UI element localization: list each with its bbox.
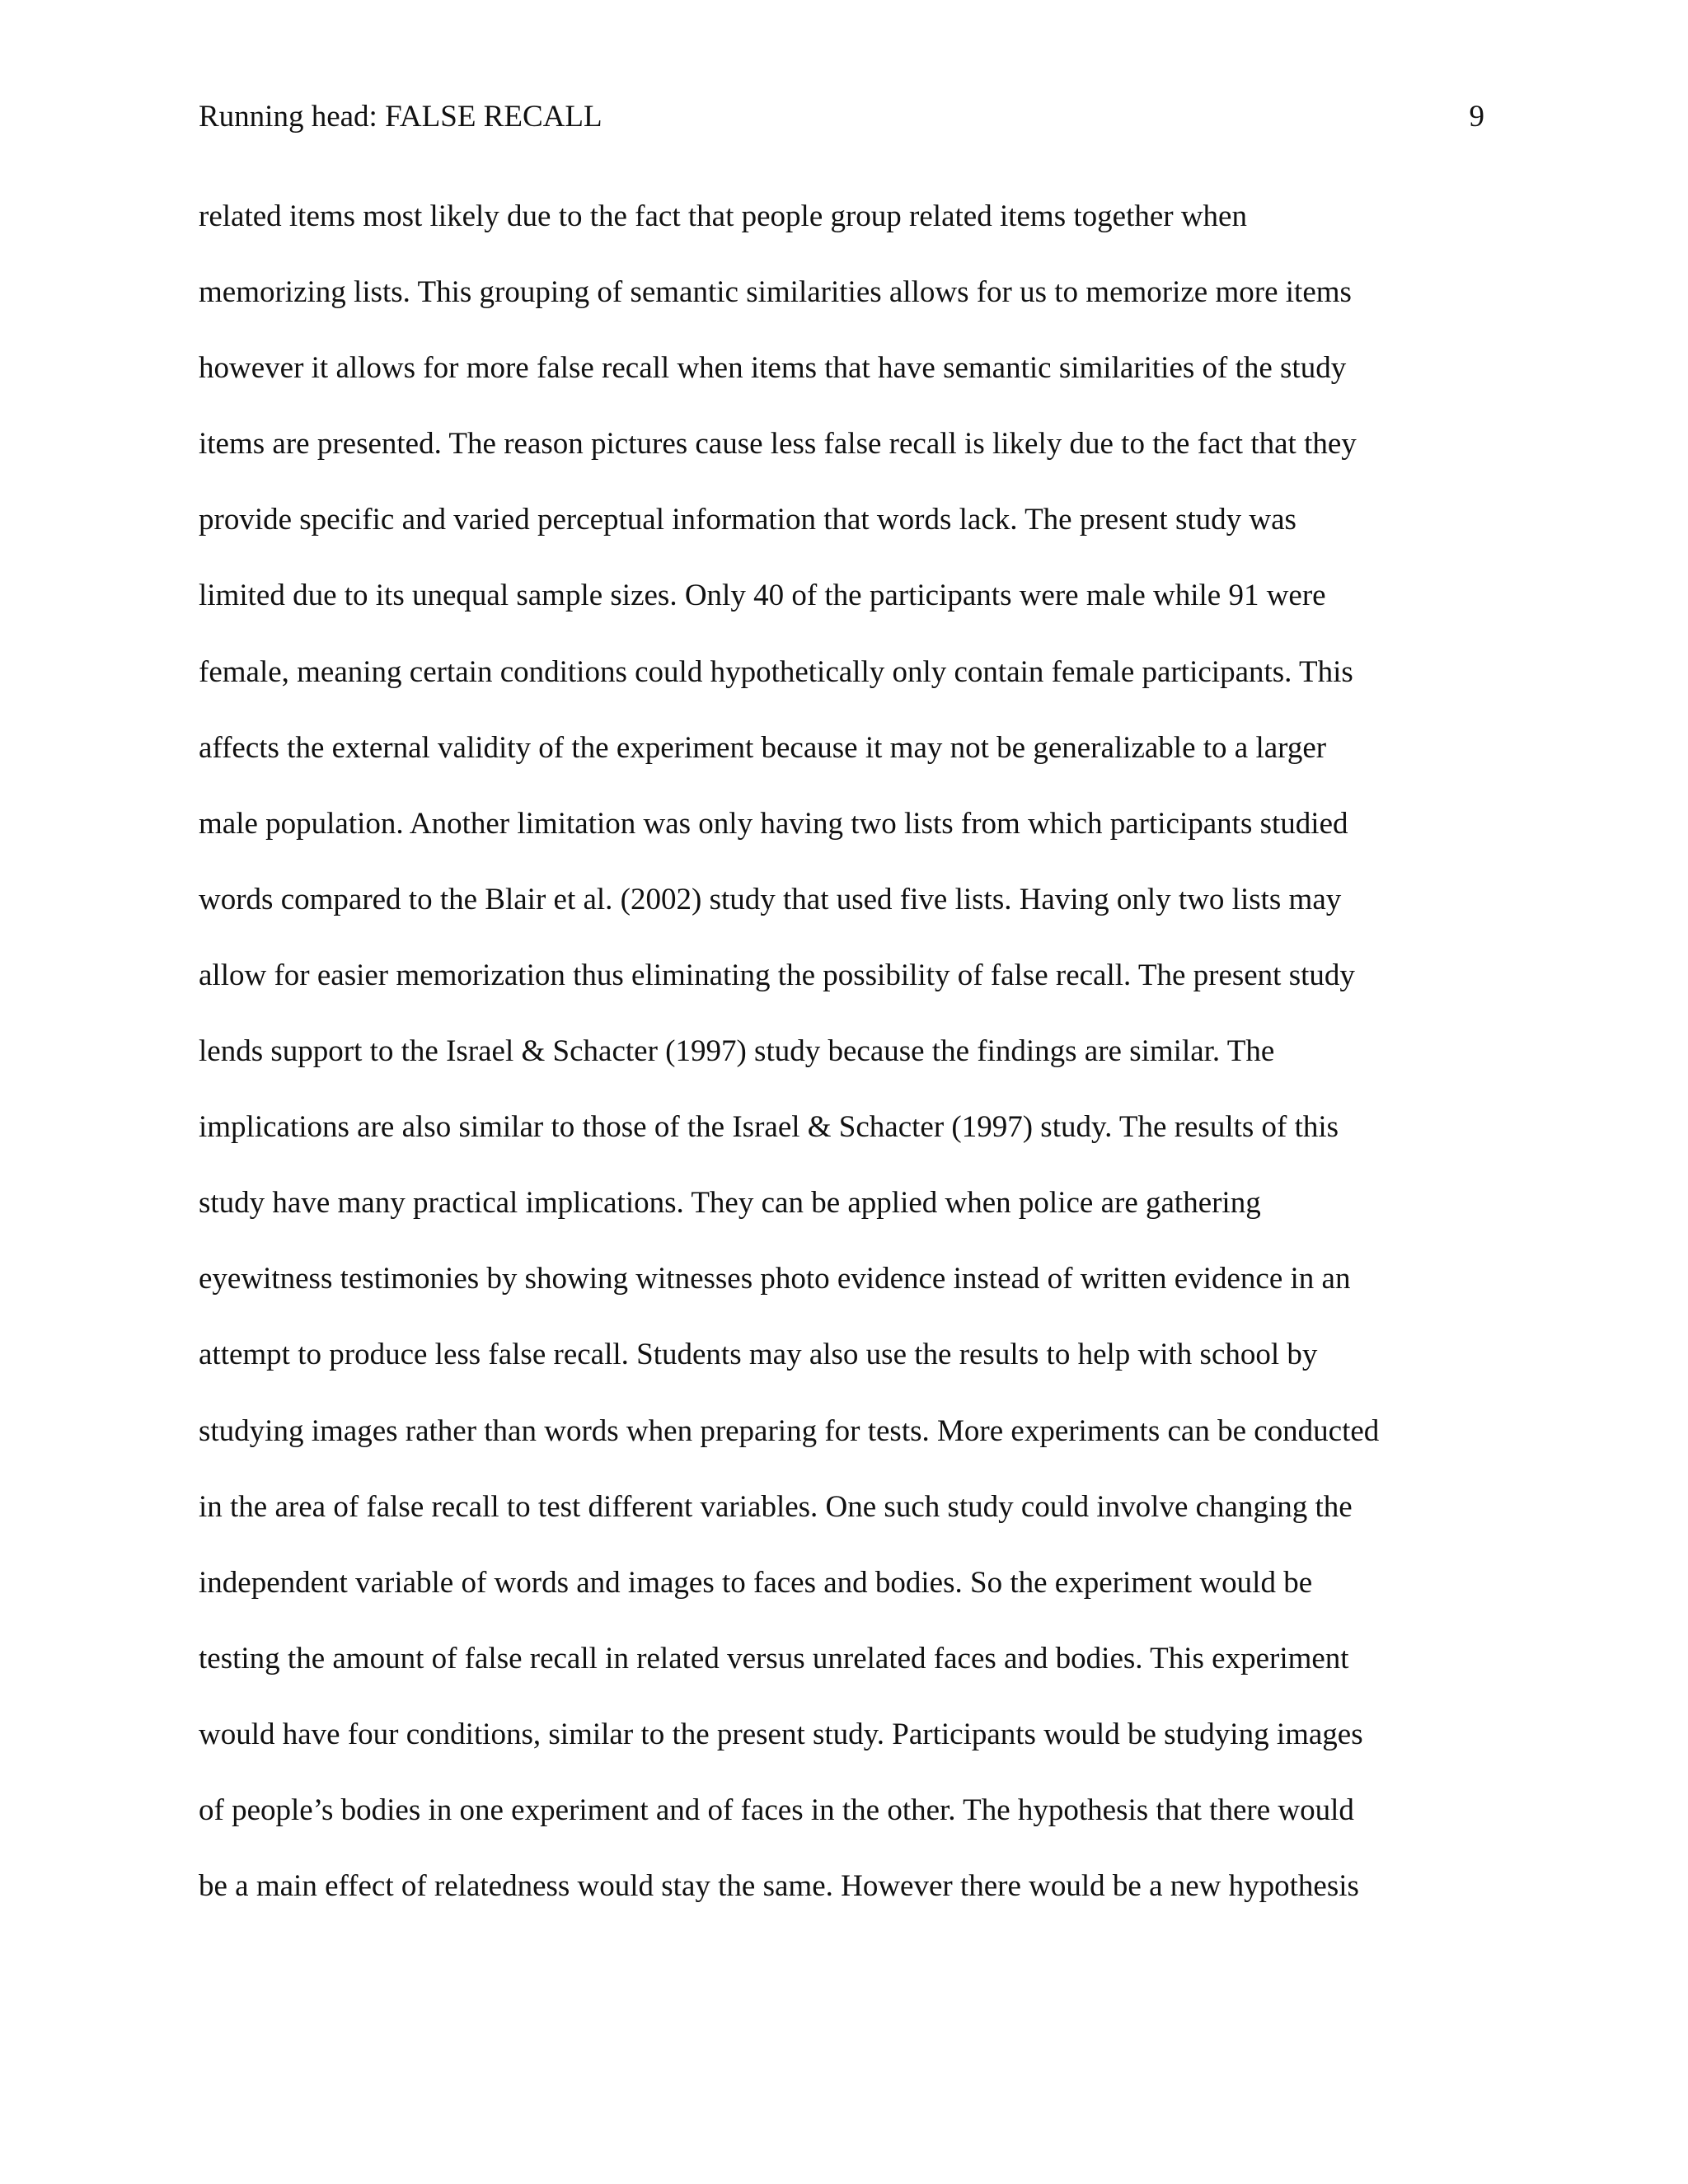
- text-line: testing the amount of false recall in related versus unrelated faces and bodies. This experiment: [199, 1641, 1349, 1675]
- text-line: words compared to the Blair et al. (2002) study that used five lists. Having only two lists may: [199, 882, 1342, 916]
- running-head: Running head: FALSE RECALL: [199, 100, 603, 134]
- text-line: be a main effect of relatedness would stay the same. However there would be a new hypothesis: [199, 1869, 1359, 1904]
- text-line: attempt to produce less false recall. Students may also use the results to help with school by: [199, 1338, 1318, 1372]
- text-line: items are presented. The reason pictures cause less false recall is likely due to the fact that they: [199, 427, 1357, 462]
- text-line: female, meaning certain conditions could hypothetically only contain female participants. This: [199, 654, 1353, 689]
- text-line: limited due to its unequal sample sizes. Only 40 of the participants were male while 91 were: [199, 579, 1326, 613]
- text-line: study have many practical implications. They can be applied when police are gathering: [199, 1186, 1261, 1221]
- text-line: in the area of false recall to test different variables. One such study could involve changing the: [199, 1489, 1353, 1524]
- text-line: would have four conditions, similar to the present study. Participants would be studying images: [199, 1717, 1363, 1751]
- text-line: studying images rather than words when preparing for tests. More experiments can be conducted: [199, 1413, 1380, 1448]
- text-line: provide specific and varied perceptual information that words lack. The present study was: [199, 503, 1296, 537]
- text-line: lends support to the Israel & Schacter (1997) study because the findings are similar. The: [199, 1034, 1275, 1069]
- body-text: [199, 192, 1484, 1938]
- text-line: allow for easier memorization thus eliminating the possibility of false recall. The present study: [199, 958, 1355, 992]
- text-line: implications are also similar to those of the Israel & Schacter (1997) study. The results of this: [199, 1110, 1339, 1145]
- page-header: [199, 92, 1484, 142]
- text-line: affects the external validity of the experiment because it may not be generalizable to a larger: [199, 730, 1327, 765]
- text-line: of people’s bodies in one experiment and of faces in the other. The hypothesis that there would: [199, 1793, 1354, 1827]
- text-line: memorizing lists. This grouping of semantic similarities allows for us to memorize more items: [199, 275, 1352, 310]
- text-line: however it allows for more false recall when items that have semantic similarities of the study: [199, 351, 1347, 386]
- text-line: related items most likely due to the fact that people group related items together when: [199, 199, 1247, 233]
- text-line: male population. Another limitation was only having two lists from which participants studied: [199, 806, 1348, 841]
- text-line: eyewitness testimonies by showing witnesses photo evidence instead of written evidence in an: [199, 1262, 1351, 1296]
- text-line: independent variable of words and images to faces and bodies. So the experiment would be: [199, 1565, 1313, 1600]
- page-number: 9: [1469, 100, 1484, 134]
